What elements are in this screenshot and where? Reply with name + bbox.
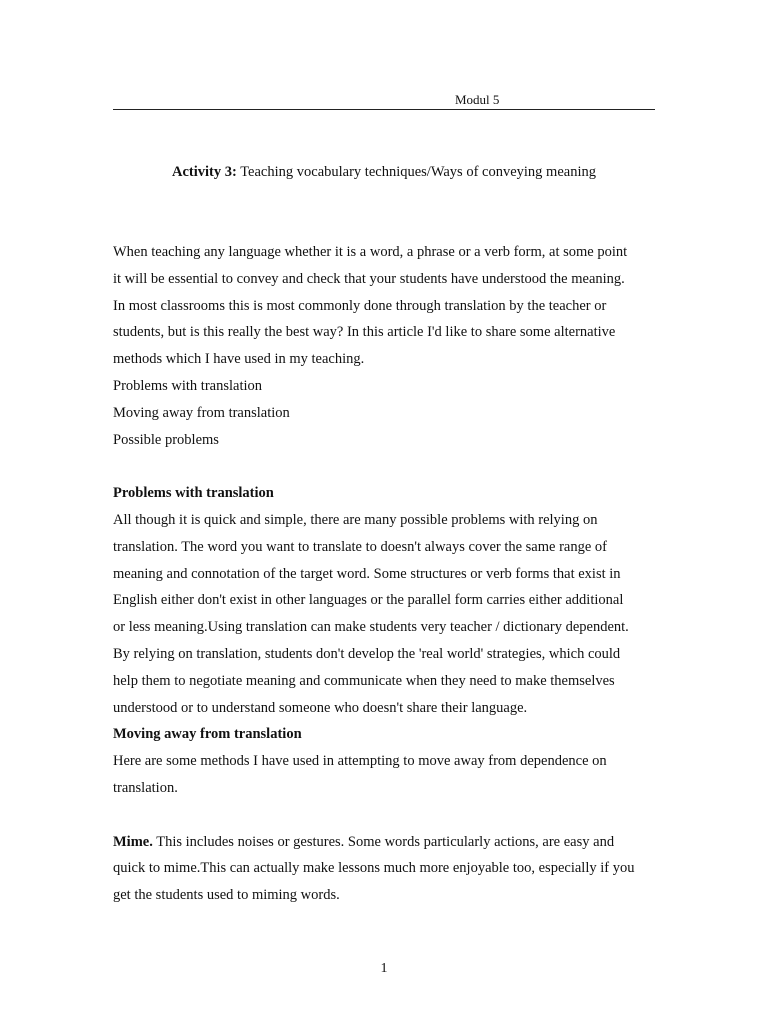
paragraph-spacer (113, 802, 673, 829)
mime-line: quick to mime.This can actually make lessons much more enjoyable too, especially if you (113, 860, 635, 877)
problems-line: translation. The word you want to translate to doesn't always cover the same range of (113, 538, 607, 555)
intro-line: students, but is this really the best way? In this article I'd like to share some alternative (113, 324, 616, 341)
header-module-label: Modul 5 (455, 92, 500, 107)
intro-line: When teaching any language whether it is a word, a phrase or a verb form, at some point (113, 244, 628, 260)
problems-line: or less meaning.Using translation can make students very teacher / dictionary dependent. (113, 619, 629, 636)
toc-item: Possible problems (113, 431, 219, 448)
problems-line: English either don't exist in other languages or the parallel form carries either additional (113, 592, 624, 609)
page-number: 1 (380, 961, 388, 976)
problems-line: meaning and connotation of the target word. Some structures or verb forms that exist in (113, 565, 621, 582)
problems-line: All though it is quick and simple, there are many possible problems with relying on (113, 511, 598, 528)
activity-title (0, 162, 768, 182)
document-body (113, 239, 673, 909)
toc-item: Problems with translation (113, 377, 263, 394)
paragraph-spacer (113, 453, 673, 480)
intro-line: In most classrooms this is most commonly done through translation by the teacher or (113, 297, 607, 314)
problems-line: By relying on translation, students don't develop the 'real world' strategies, which could (113, 645, 621, 662)
toc-item: Moving away from translation (113, 404, 290, 421)
problems-line: help them to negotiate meaning and communicate when they need to make themselves (113, 672, 615, 689)
activity-title-text: Teaching vocabulary techniques/Ways of conveying meaning (240, 164, 596, 180)
section-heading-moving: Moving away from translation (113, 726, 302, 743)
mime-line: get the students used to miming words. (113, 887, 340, 904)
activity-label: Activity 3: (172, 164, 237, 180)
moving-line: translation. (113, 779, 178, 796)
mime-first-line-text: This includes noises or gestures. Some words particularly actions, are easy and (152, 833, 615, 850)
mime-term: Mime. (113, 833, 153, 850)
problems-line: understood or to understand someone who doesn't share their language. (113, 699, 528, 716)
mime-first-line (113, 829, 673, 856)
section-heading-problems: Problems with translation (113, 485, 274, 502)
intro-line: methods which I have used in my teaching. (113, 351, 365, 368)
intro-line: it will be essential to convey and check that your students have understood the meaning. (113, 270, 625, 287)
header-rule (113, 109, 655, 110)
moving-line: Here are some methods I have used in attempting to move away from dependence on (113, 753, 607, 770)
